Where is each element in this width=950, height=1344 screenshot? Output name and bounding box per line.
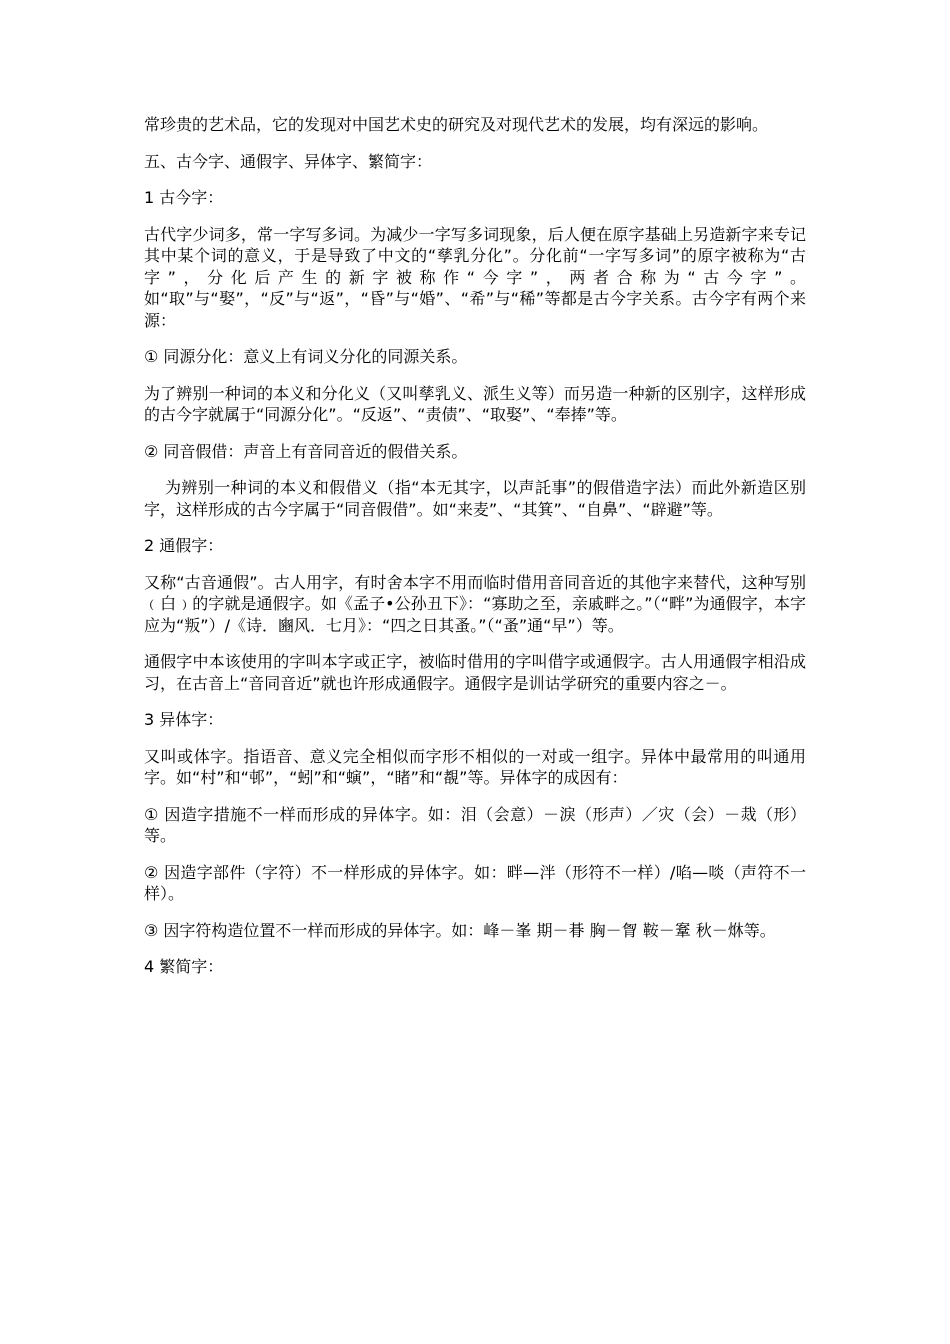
subheading-fanjian-zi: 4 繁简字： (144, 957, 224, 976)
paragraph-yiti-definition: 又叫或体字。指语音、意义完全相似而字形不相似的一对或一组字。异体中最常用的叫通用字。如“村”和“邨”，“蚓”和“螾”，“睹”和“覩”等。异体字的成因有： (144, 746, 806, 787)
paragraph-intro-continued: 常珍贵的艺术品，它的发现对中国艺术史的研究及对现代艺术的发展，均有深远的影响。 (144, 115, 769, 134)
subheading-yiti-zi: 3 异体字： (144, 710, 224, 729)
paragraph-tongyuan-detail: 为了辨别一种词的本义和分化义（又叫孳乳义、派生义等）而另造一种新的区别字，这样形成的古今字就属于“同源分化”。“反返”、“责债”、“取娶”、“奉捧”等。 (144, 383, 806, 424)
list-item-yiti-component: ② 因造字部件（字符）不一样形成的异体字。如：畔—泮（形符不一样）/啗—啖（声符不一样）。 (144, 862, 806, 903)
paragraph-tongjia-benzi: 通假字中本该使用的字叫本字或正字，被临时借用的字叫借字或通假字。古人用通假字相沿成习，在古音上“音同音近”就也许形成通假字。通假字是训诂学研究的重要内容之－。 (144, 652, 806, 693)
list-item-tongyin: ② 同音假借：声音上有音同音近的假借关系。 (144, 441, 468, 461)
list-item-yiti-position: ③ 因字符构造位置不一样而形成的异体字。如：峰－峯 期－朞 胸－胷 鞍－鞌 秋－烌等。 (144, 920, 776, 940)
paragraph-tongjia-definition: 又称“古音通假”。古人用字，有时舍本字不用而临时借用音同音近的其他字来替代，这种写别﹙白﹚的字就是通假字。如《孟子•公孙丑下》：“寡助之至，亲戚畔之。”（“畔”为通假字，本字应为“叛”）/《诗．豳风．七月》：“四之日其蚤。”（“蚤”通“早”）等。 (144, 572, 806, 635)
list-item-tongyuan: ① 同源分化：意义上有词义分化的同源关系。 (144, 347, 468, 366)
paragraph-tongyin-detail: 为辨别一种词的本义和假借义（指“本无其字，以声託事”的假借造字法）而此外新造区别字，这样形成的古今字属于“同音假借”。如“来麦”、“其箕”、“自鼻”、“辟避”等。 (144, 478, 806, 519)
list-item-yiti-method: ① 因造字措施不一样而形成的异体字。如：泪（会意）－淚（形声）／灾（会）－烖（形）等。 (144, 804, 806, 845)
paragraph-gujin-definition: 古代字少词多，常一字写多词。为减少一字写多词现象，后人便在原字基础上另造新字来专记其中某个词的意义，于是导致了中文的“孳乳分化”。分化前“一字写多词”的原字被称为“古字”，分化后产生的新字被称作“今字”，两者合称为“古今字”。如“取”与“娶”，“反”与“返”，“昏”与“婚”、“希”与“稀”等都是古今字关系。古今字有两个来源： (144, 224, 806, 330)
document-page (144, 114, 806, 993)
subheading-tongjia-zi: 2 通假字： (144, 536, 224, 555)
section-heading-five: 五、古今字、通假字、异体字、繁简字： (144, 151, 433, 171)
subheading-guji-zi: 1 古今字： (144, 188, 224, 207)
